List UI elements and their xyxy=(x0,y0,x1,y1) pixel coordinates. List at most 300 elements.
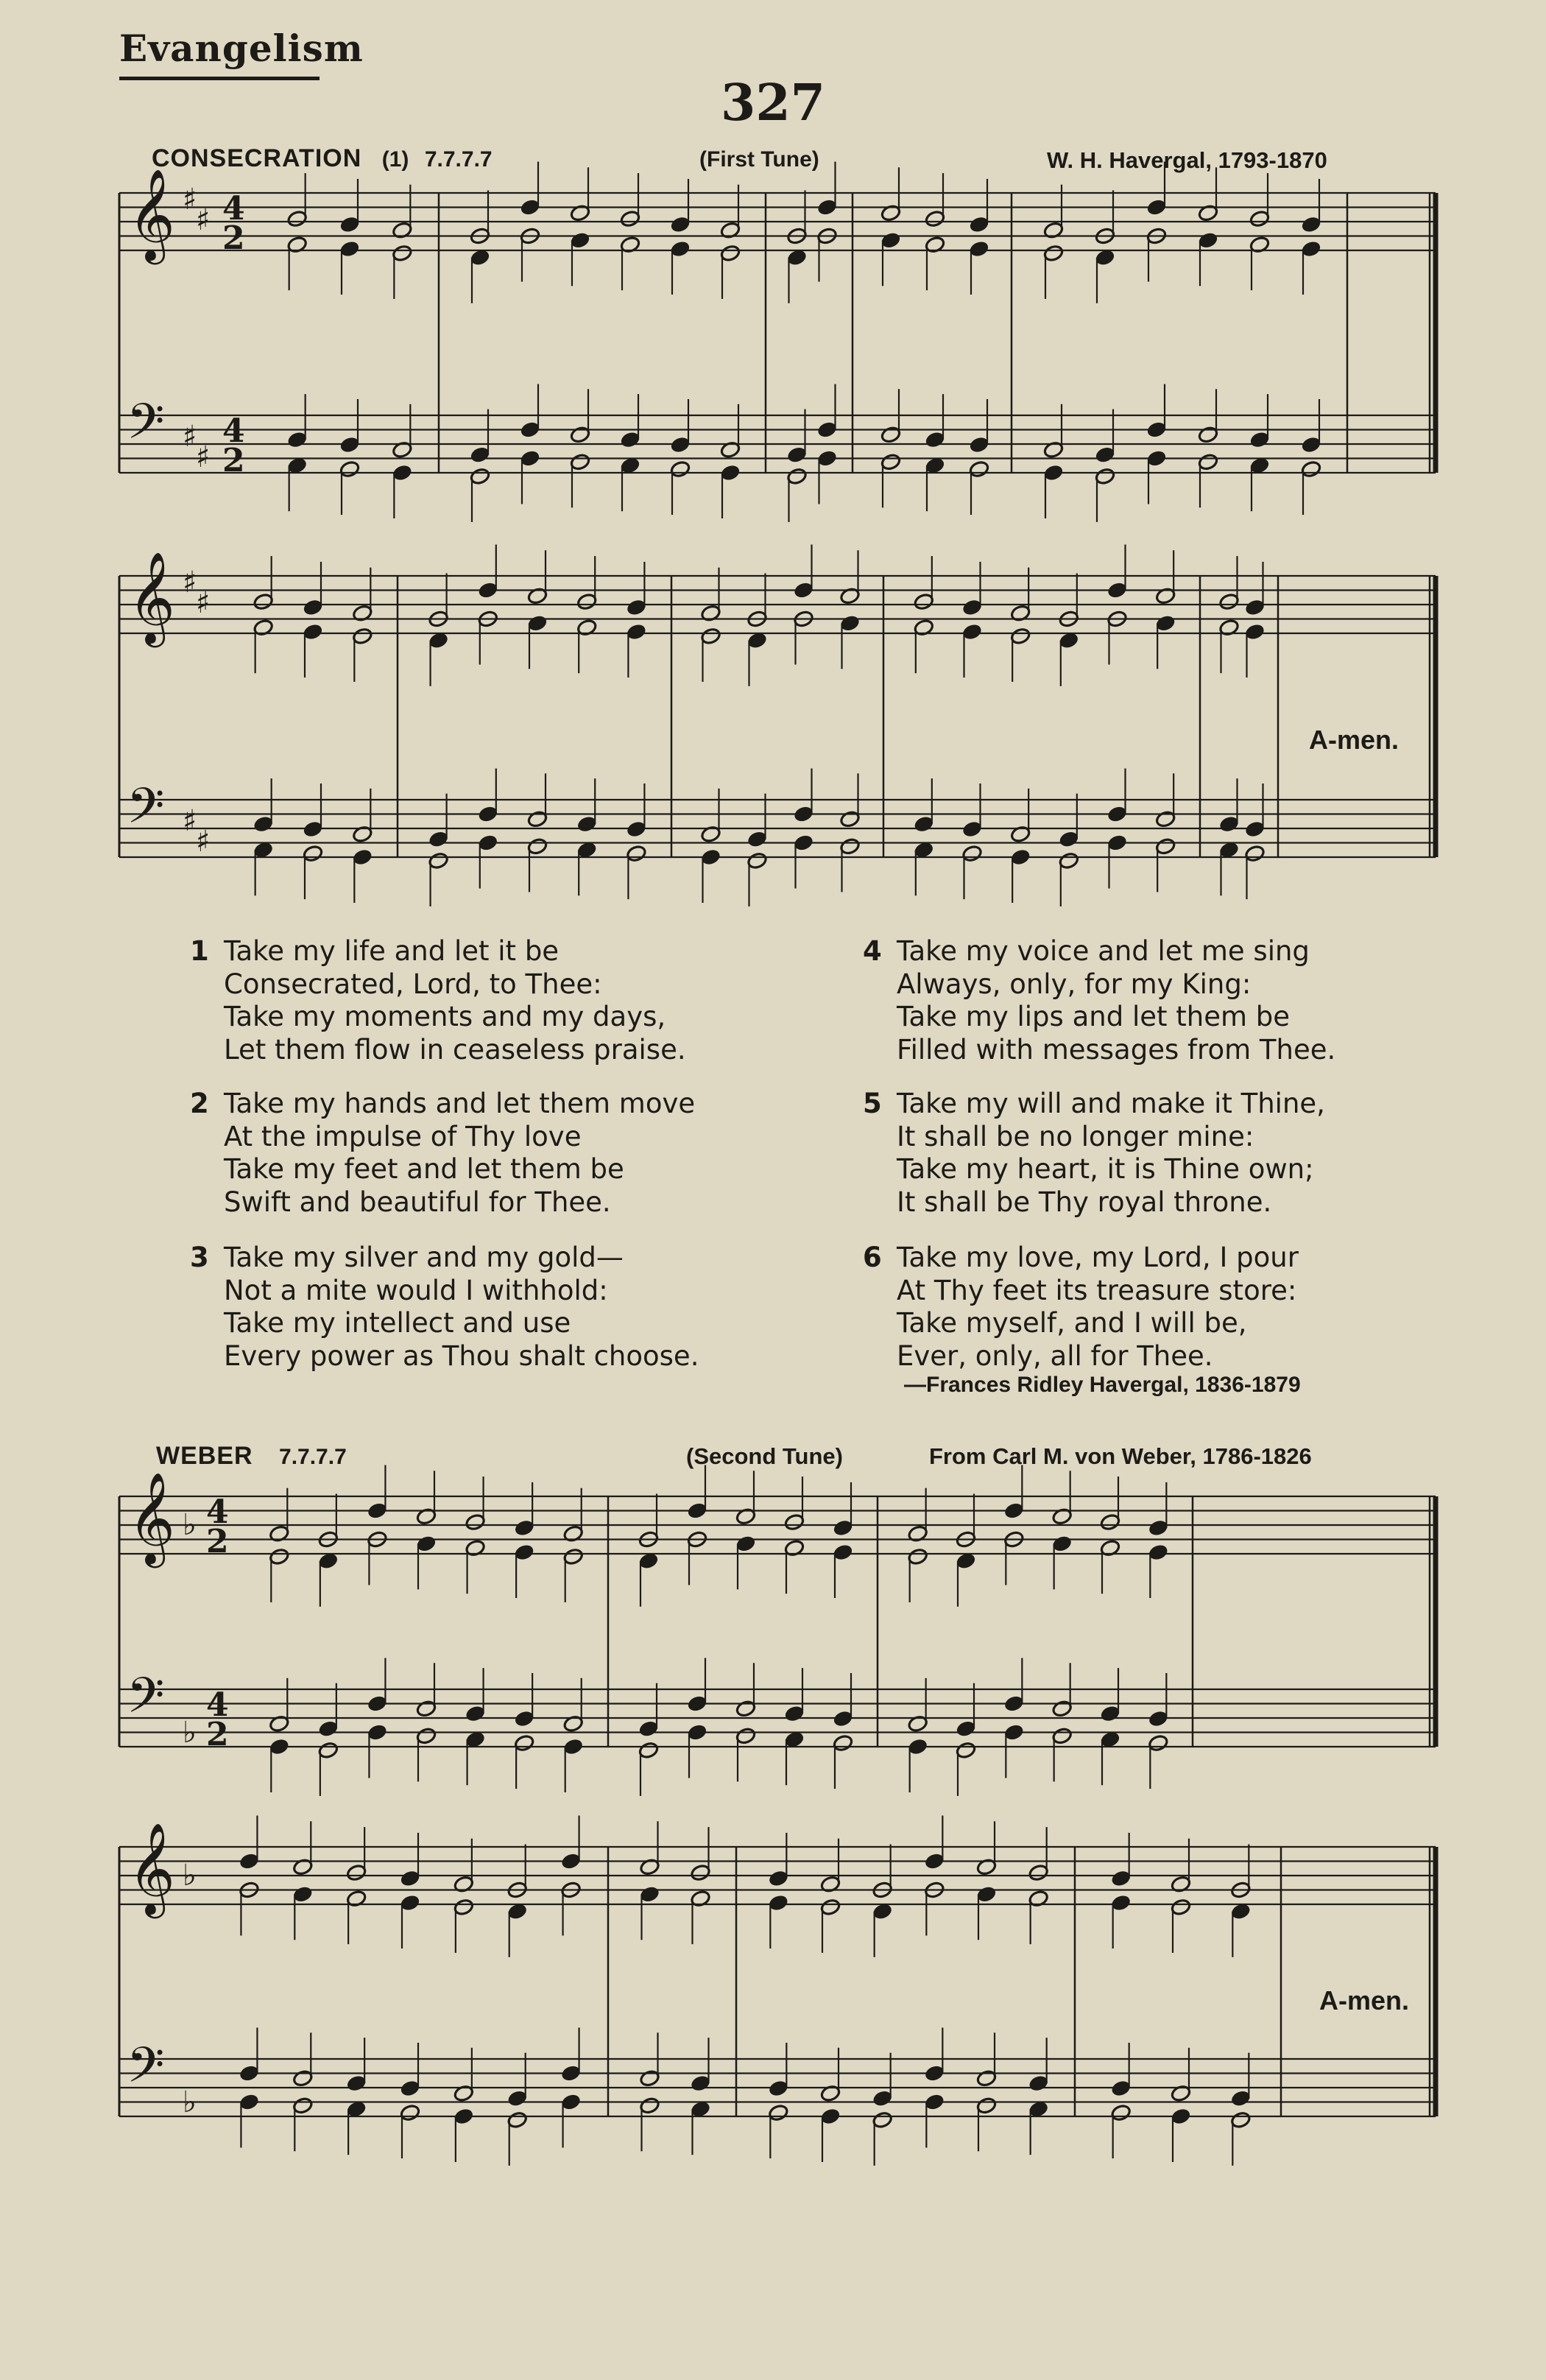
tune-1-system-2-tenor-note xyxy=(1010,825,1031,843)
tune-1-system-2-soprano-note xyxy=(793,581,814,599)
tune-2-system-1-soprano-note xyxy=(735,1507,757,1526)
verse-1-number: 1 xyxy=(190,935,209,967)
tune-2-name: WEBER xyxy=(156,1442,253,1470)
tune-1-system-1-tenor-note xyxy=(1146,420,1168,439)
tune-1-system-1-tenor-note xyxy=(670,436,691,454)
tune-1-system-2-alto-note xyxy=(253,619,274,637)
tune-1-system-2-alto-note xyxy=(626,623,647,641)
tune-2-system-2-soprano-note xyxy=(1230,1881,1252,1899)
tune-1-system-2-soprano-note xyxy=(746,610,768,628)
tune-1-system-2-key-signature: ♯ xyxy=(183,804,197,838)
tune-1-system-2-alto-note xyxy=(1106,610,1128,628)
tune-1-system-2-alto-note xyxy=(914,619,935,637)
tune-2-system-2-alto-note xyxy=(976,1885,998,1904)
tune-1-system-2-tenor-note xyxy=(428,830,449,848)
tune-1-system-2-tenor-note xyxy=(253,815,274,834)
tune-2-system-1-soprano-note xyxy=(1003,1501,1025,1520)
tune-2-system-1-bass-note xyxy=(784,1731,805,1749)
tune-1-system-2-soprano-note xyxy=(1155,587,1176,605)
tune-1-system-2-soprano-note xyxy=(428,610,449,628)
verse-3-number: 3 xyxy=(190,1242,209,1273)
tune-2-system-1-tenor-note xyxy=(638,1719,660,1738)
tune-2-system-2-soprano-note xyxy=(560,1852,582,1870)
tune-2-system-2-key-signature: ♭ xyxy=(183,2085,197,2119)
tune-1-system-2-treble-clef: 𝄞 xyxy=(128,552,175,644)
text-author: —Frances Ridley Havergal, 1836-1879 xyxy=(904,1373,1301,1397)
tune-1-system-1-soprano-note xyxy=(1301,216,1322,234)
tune-1-system-2-bass-note xyxy=(626,845,647,863)
tune-1-system-1-alto-note xyxy=(880,231,902,250)
tune-1-system-2-alto-note xyxy=(527,614,548,633)
tune-1-system-1-alto-note xyxy=(925,236,946,254)
tune-1-system-1-bass-note xyxy=(1095,467,1116,485)
tune-1-system-1-alto-note xyxy=(969,240,990,258)
tune-1-system-2-tenor-note xyxy=(477,805,498,823)
tune-2-system-1-soprano-note xyxy=(1100,1513,1121,1532)
tune-1-system-1-bass-note xyxy=(925,457,946,475)
tune-2-system-1-bass-note xyxy=(1051,1727,1073,1745)
tune-2-system-1-tenor-note xyxy=(1148,1710,1169,1728)
verse-line: Take my silver and my gold— xyxy=(224,1242,624,1273)
tune-2-system-2-bass-note xyxy=(639,2096,660,2115)
tune-1-system-2-tenor-note xyxy=(700,825,721,843)
tune-2-system-1-time-signature-bass-top: 4 xyxy=(206,1686,229,1724)
verse-line: Every power as Thou shalt choose. xyxy=(224,1339,699,1372)
tune-1-system-1-time-signature-bass-bottom: 2 xyxy=(222,442,245,479)
tune-2-header xyxy=(156,1442,347,1471)
tune-2-system-2-soprano-note xyxy=(292,1858,314,1876)
tune-2-system-2-treble-clef: 𝄞 xyxy=(128,1823,175,1915)
tune-2-system-1-soprano-note xyxy=(416,1507,437,1526)
tune-1-system-1-tenor-note xyxy=(880,426,902,444)
tune-1-system-2-bass-note xyxy=(1244,845,1266,863)
tune-1-system-2-bass-note xyxy=(1010,848,1031,867)
tune-1-system-2-bass-note xyxy=(303,845,324,863)
tune-2-system-2-soprano-note xyxy=(400,1870,421,1888)
tune-2-system-2-tenor-note xyxy=(924,2064,945,2082)
tune-1-system-2-alto-note xyxy=(839,614,861,633)
tune-2-system-1-alto-note xyxy=(465,1539,486,1557)
tune-2-system-1-tenor-note xyxy=(956,1719,977,1738)
tune-2-system-2-tenor-note xyxy=(1028,2074,1049,2093)
tune-2-system-2-soprano-note xyxy=(1110,1870,1132,1888)
tune-1-system-2-bass-note xyxy=(477,834,498,852)
tune-2-system-1-bass-note xyxy=(269,1738,290,1756)
tune-2-system-2-bass-note xyxy=(976,2096,998,2115)
tune-1-system-2-bass-note xyxy=(746,851,768,870)
tune-2-system-2-tenor-note xyxy=(560,2064,582,2082)
tune-1-system-1-soprano-note xyxy=(620,210,641,228)
tune-2-system-1-alto-note xyxy=(1148,1543,1169,1562)
verse-line: Take my life and let it be xyxy=(224,935,560,967)
tune-2-system-2-tenor-note xyxy=(453,2084,475,2102)
tune-2-system-2-soprano-note xyxy=(346,1864,367,1882)
tune-1-system-1-alto-note xyxy=(392,244,413,263)
tune-1-system-1-tenor-note xyxy=(520,420,541,439)
tune-1-system-1-time-signature-bass-top: 4 xyxy=(222,412,245,450)
tune-2-system-1-time-signature-treble-top: 4 xyxy=(206,1493,229,1531)
tune-1-system-1-alto-note xyxy=(786,248,808,267)
tune-1-system-1-soprano-note xyxy=(1249,210,1271,228)
tune-1-system-2-bass-note xyxy=(1106,834,1128,852)
tune-2-system-2-bass-note xyxy=(1028,2100,1049,2119)
tune-1-system-1-soprano-note xyxy=(1043,221,1065,239)
tune-2-system-2-bass-note xyxy=(453,2108,475,2126)
tune-1-system-1-bass-note xyxy=(1198,453,1219,471)
verse-3 xyxy=(190,1242,699,1373)
tune-1-system-1-bass-note xyxy=(880,453,902,471)
tune-1-system-1-bass-note xyxy=(670,460,691,479)
tune-2-system-2-bass-note xyxy=(820,2108,841,2126)
tune-1-system-1-alto-note xyxy=(470,248,491,267)
tune-1-system-1-soprano-note xyxy=(1198,204,1219,222)
tune-2-system-2-alto-note xyxy=(292,1885,314,1904)
tune-2-system-2-alto-note xyxy=(346,1890,367,1908)
tune-1-system-2-alto-note xyxy=(1059,631,1080,649)
tune-1-system-1-alto-note xyxy=(286,236,308,254)
tune-1-system-2-tenor-note xyxy=(839,810,861,828)
tune-1-system-1-tenor-note xyxy=(620,431,641,449)
tune-2-system-1-tenor-note xyxy=(465,1705,486,1723)
tune-1-system-2-soprano-note xyxy=(352,604,373,622)
tune-1-system-2-bass-clef: 𝄢 xyxy=(127,778,165,846)
tune-2-system-1-alto-note xyxy=(1100,1539,1121,1557)
verse-line: Take my heart, it is Thine own; xyxy=(897,1153,1314,1185)
tune-2-system-2-alto-note xyxy=(1171,1898,1192,1917)
tune-2-system-2-key-signature: ♭ xyxy=(183,1859,197,1893)
tune-1-system-2-soprano-note xyxy=(1010,604,1031,622)
tune-2-system-2-soprano-note xyxy=(1171,1875,1192,1893)
tune-1-system-1-tenor-note xyxy=(570,426,591,444)
tune-1-system-1-alto-note xyxy=(1301,240,1322,258)
tune-1-system-2-bass-note xyxy=(961,845,983,863)
tune-1-system-2-soprano-note xyxy=(839,587,861,605)
tune-2-system-2-tenor-note xyxy=(768,2080,789,2098)
tune-2-system-2-bass-note xyxy=(1230,2110,1252,2129)
tune-2-system-2-bass-note xyxy=(239,2093,260,2111)
tune-1-system-1-bass-note xyxy=(1301,460,1322,479)
tune-2-label: (Second Tune) xyxy=(686,1443,843,1469)
tune-1-system-1-alto-note xyxy=(670,240,691,258)
tune-1-system-2-tenor-note xyxy=(303,820,324,839)
tune-2-system-2-alto-note xyxy=(639,1885,660,1904)
tune-1-system-1-time-signature-treble-top: 4 xyxy=(222,190,245,228)
tune-1-system-2-bass-note xyxy=(1218,841,1240,859)
verse-4 xyxy=(863,935,1336,1066)
tune-2-system-2-soprano-note xyxy=(768,1870,789,1888)
tune-2-system-2-alto-note xyxy=(453,1898,475,1917)
tune-2-system-2-soprano-note xyxy=(1028,1864,1049,1882)
tune-2-system-2-tenor-note xyxy=(1110,2080,1132,2098)
tune-2-system-1-bass-note xyxy=(638,1741,660,1759)
verse-line: It shall be no longer mine: xyxy=(897,1120,1254,1152)
tune-1-system-2-alto-note xyxy=(1244,623,1266,641)
tune-2-system-2-soprano-note xyxy=(239,1852,260,1870)
tune-2-system-2-tenor-note xyxy=(820,2084,841,2102)
tune-1-system-2-bass-note xyxy=(914,841,935,859)
tune-1-system-1-tenor-note xyxy=(1249,431,1271,449)
tune-1-system-1-bass-note xyxy=(786,467,808,485)
tune-2-system-1-soprano-note xyxy=(956,1530,977,1549)
tune-1-system-1-soprano-note xyxy=(786,227,808,245)
tune-2-system-2-alto-note xyxy=(560,1881,582,1899)
tune-2-system-2-soprano-note xyxy=(820,1875,841,1893)
tune-2-system-1-bass-note xyxy=(416,1727,437,1745)
verse-line: Let them flow in ceaseless praise. xyxy=(224,1033,686,1066)
tune-2-system-2-tenor-note xyxy=(872,2089,893,2108)
tune-1-system-2-tenor-note xyxy=(626,820,647,839)
tune-2-system-2-bass-note xyxy=(768,2104,789,2122)
tune-1-system-2-bass-note xyxy=(253,841,274,859)
tune-1-system-2-alto-note xyxy=(576,619,598,637)
verse-line: Swift and beautiful for Thee. xyxy=(224,1186,611,1218)
tune-1-system-1-soprano-note xyxy=(1146,198,1168,216)
verse-line: Consecrated, Lord, to Thee: xyxy=(224,968,602,1000)
verse-6 xyxy=(863,1242,1299,1373)
tune-1-system-1-soprano-note xyxy=(880,204,902,222)
tune-1-system-2-bass-note xyxy=(428,851,449,870)
tune-2-system-1-soprano-note xyxy=(638,1530,660,1549)
tune-1-system-1-tenor-note xyxy=(1043,440,1065,459)
tune-1-header xyxy=(152,144,493,173)
tune-1-label: (First Tune) xyxy=(699,147,819,172)
tune-1-system-1-soprano-note xyxy=(520,198,541,216)
hymn-number: 327 xyxy=(721,74,825,133)
tune-2-system-2-bass-note xyxy=(924,2093,945,2111)
tune-1-system-2-tenor-note xyxy=(1106,805,1128,823)
tune-2-system-2-tenor-note xyxy=(400,2080,421,2098)
tune-2-system-1-bass-note xyxy=(687,1723,708,1742)
tune-1-system-2-soprano-note xyxy=(1106,581,1128,599)
tune-2-system-2-tenor-note xyxy=(1171,2084,1192,2102)
tune-1-system-2-tenor-note xyxy=(576,815,598,834)
tune-1-system-2-soprano-note xyxy=(1059,610,1080,628)
tune-2-system-1-tenor-note xyxy=(416,1700,437,1718)
tune-2-system-1-alto-note xyxy=(1003,1530,1025,1549)
tune-2-system-1-soprano-note xyxy=(833,1519,854,1538)
tune-1-system-1-tenor-note xyxy=(1198,426,1219,444)
tune-2-system-2-alto-note xyxy=(1110,1894,1132,1912)
tune-1-system-2-alto-note xyxy=(746,631,768,649)
tune-1-system-2-soprano-note xyxy=(1218,593,1240,611)
verse-line: Ever, only, all for Thee. xyxy=(897,1339,1213,1372)
tune-2-system-2-bass-note xyxy=(292,2096,314,2115)
tune-2-system-1-treble-clef: 𝄞 xyxy=(128,1472,175,1564)
tune-2-system-1-soprano-note xyxy=(465,1513,486,1532)
tune-1-system-1-alto-note xyxy=(1198,231,1219,250)
tune-2-system-2-bass-clef: 𝄢 xyxy=(127,2037,165,2105)
tune-2-system-1-soprano-note xyxy=(784,1513,805,1532)
tune-1-system-1-soprano-note xyxy=(925,210,946,228)
tune-1-system-2-tenor-note xyxy=(1244,820,1266,839)
tune-2-system-1-tenor-note xyxy=(269,1714,290,1733)
tune-2-system-1-alto-note xyxy=(784,1539,805,1557)
tune-2-system-2-bass-note xyxy=(346,2100,367,2119)
verse-line: Take my love, my Lord, I pour xyxy=(897,1242,1299,1273)
tune-1-system-1-soprano-note xyxy=(570,204,591,222)
tune-2-system-2-alto-note xyxy=(400,1894,421,1912)
tune-2-system-1-soprano-note xyxy=(562,1524,584,1543)
tune-1-system-1-bass-note xyxy=(470,467,491,485)
tune-1-system-2-bass-note xyxy=(1059,851,1080,870)
tune-1-system-1-soprano-note xyxy=(816,198,838,216)
tune-1-system-2-tenor-note xyxy=(914,815,935,834)
tune-2-system-1-bass-note xyxy=(318,1741,339,1759)
tune-1-system-2-soprano-note xyxy=(914,593,935,611)
tune-2-system-1-soprano-note xyxy=(318,1530,339,1549)
tune-2-system-1-key-signature: ♭ xyxy=(183,1508,197,1542)
tune-1-system-1-bass-note xyxy=(1249,457,1271,475)
tune-2-system-2-alto-note xyxy=(239,1881,260,1899)
tune-1-system-2-tenor-note xyxy=(352,825,373,843)
tune-1-amen: A-men. xyxy=(1309,725,1399,755)
tune-2-system-2-soprano-note xyxy=(690,1864,711,1882)
tune-2-composer: From Carl M. von Weber, 1786-1826 xyxy=(929,1443,1312,1469)
tune-2-system-2-tenor-note xyxy=(1230,2089,1252,2108)
tune-1-system-1-tenor-note xyxy=(470,446,491,464)
tune-1-system-1-soprano-note xyxy=(720,221,741,239)
verse-line: Take my lips and let them be xyxy=(897,1001,1291,1032)
tune-2-system-1-alto-note xyxy=(735,1535,757,1553)
tune-1-system-2-tenor-note xyxy=(746,830,768,848)
tune-1-system-2-alto-note xyxy=(961,623,983,641)
tune-1-system-1-bass-note xyxy=(816,449,838,468)
tune-2-system-1-alto-note xyxy=(514,1543,535,1562)
tune-1-system-1-soprano-note xyxy=(392,221,413,239)
tune-2-system-2-bass-note xyxy=(690,2100,711,2119)
tune-1-system-1-key-signature: ♯ xyxy=(183,420,197,454)
verse-line: Take my intellect and use xyxy=(224,1307,571,1339)
tune-1-system-2-soprano-note xyxy=(576,593,598,611)
tune-1-system-2-bass-note xyxy=(352,848,373,867)
tune-2-system-1-soprano-note xyxy=(687,1501,708,1520)
tune-1-system-1-alto-note xyxy=(816,227,838,245)
tune-1-system-2-alto-note xyxy=(1010,627,1031,646)
tune-1-system-1-alto-note xyxy=(1249,236,1271,254)
tune-2-system-2-tenor-note xyxy=(239,2064,260,2082)
tune-2-system-1-soprano-note xyxy=(1051,1507,1073,1526)
tune-2-system-1-tenor-note xyxy=(1003,1694,1025,1713)
tune-1-system-1-alto-note xyxy=(1095,248,1116,267)
tune-2-system-2-bass-note xyxy=(400,2104,421,2122)
verse-line: Always, only, for my King: xyxy=(897,968,1252,1000)
tune-1-system-1-bass-note xyxy=(392,464,413,482)
verse-line: Take myself, and I will be, xyxy=(897,1307,1247,1339)
tune-2-system-1-bass-clef: 𝄢 xyxy=(127,1667,165,1736)
verse-5-number: 5 xyxy=(863,1088,882,1119)
tune-1-system-2-soprano-note xyxy=(700,604,721,622)
tune-1-system-1-key-signature: ♯ xyxy=(196,440,211,474)
tune-1-system-2-soprano-note xyxy=(961,599,983,617)
tune-1-system-1-tenor-note xyxy=(1301,436,1322,454)
tune-1-system-2-soprano-note xyxy=(477,581,498,599)
tune-1-system-1-alto-note xyxy=(1043,244,1065,263)
tune-1-system-1-tenor-note xyxy=(969,436,990,454)
tune-2-system-2-alto-note xyxy=(872,1902,893,1920)
tune-2-system-1-alto-note xyxy=(907,1548,928,1566)
tune-1-system-2-alto-note xyxy=(700,627,721,646)
tune-2-system-2-alto-note xyxy=(1230,1902,1252,1920)
tune-2-system-1-alto-note xyxy=(318,1552,339,1570)
tune-2-system-1-alto-note xyxy=(833,1543,854,1562)
tune-2-system-2-soprano-note xyxy=(453,1875,475,1893)
tune-2-system-2-tenor-note xyxy=(690,2074,711,2093)
tune-2-system-1-bass-note xyxy=(956,1741,977,1759)
verse-line: Take my hands and let them move xyxy=(224,1088,696,1119)
tune-1-system-1-soprano-note xyxy=(670,216,691,234)
tune-1-system-2-bass-note xyxy=(1155,837,1176,856)
tune-2-system-1-tenor-note xyxy=(907,1714,928,1733)
tune-2-system-2-tenor-note xyxy=(506,2089,528,2108)
tune-1-system-1-time-signature-treble-bottom: 2 xyxy=(222,219,245,257)
verse-2 xyxy=(190,1088,696,1219)
tune-2-system-2-tenor-note xyxy=(639,2069,660,2088)
tune-1-system-1-tenor-note xyxy=(925,431,946,449)
tune-2-system-1-bass-note xyxy=(367,1723,388,1742)
tune-1-system-2-alto-note xyxy=(1155,614,1176,633)
tune-2-system-1-alto-note xyxy=(687,1530,708,1549)
tune-1-system-1-bass-note xyxy=(720,464,741,482)
tune-1-variant: (1) xyxy=(381,147,409,172)
tune-1-system-1-tenor-note xyxy=(816,420,838,439)
tune-1-system-1-bass-note xyxy=(620,457,641,475)
tune-2-system-2-soprano-note xyxy=(872,1881,893,1899)
tune-2-system-1-bass-note xyxy=(1148,1734,1169,1753)
tune-2-system-1-alto-note xyxy=(416,1535,437,1553)
tune-1-system-2-soprano-note xyxy=(253,593,274,611)
tune-2-system-1-tenor-note xyxy=(562,1714,584,1733)
tune-1-system-1-tenor-note xyxy=(286,431,308,449)
tune-2-system-1-tenor-note xyxy=(784,1705,805,1723)
tune-1-system-1-alto-note xyxy=(620,236,641,254)
tune-1-system-1-tenor-note xyxy=(1095,446,1116,464)
tune-1-system-1-soprano-note xyxy=(286,210,308,228)
tune-1-name: CONSECRATION xyxy=(152,144,362,172)
tune-2-system-1-bass-note xyxy=(735,1727,757,1745)
tune-2-system-1-alto-note xyxy=(269,1548,290,1566)
tune-2-system-2-bass-note xyxy=(506,2110,528,2129)
tune-1-system-2-alto-note xyxy=(303,623,324,641)
tune-2-system-2-alto-note xyxy=(506,1902,528,1920)
tune-1-system-1-soprano-note xyxy=(339,216,361,234)
tune-1-system-2-tenor-note xyxy=(1059,830,1080,848)
tune-2-system-1-alto-note xyxy=(638,1552,660,1570)
tune-2-system-2-alto-note xyxy=(768,1894,789,1912)
tune-2-system-2-alto-note xyxy=(690,1890,711,1908)
tune-2-system-2-alto-note xyxy=(924,1881,945,1899)
tune-1-system-2-alto-note xyxy=(428,631,449,649)
verse-line: Take my voice and let me sing xyxy=(897,935,1310,967)
tune-2-system-1-bass-note xyxy=(907,1738,928,1756)
tune-1-system-2-tenor-note xyxy=(961,820,983,839)
section-title: Evangelism xyxy=(119,27,364,70)
tune-1-system-2-soprano-note xyxy=(626,599,647,617)
tune-2-system-2-bass-note xyxy=(560,2093,582,2111)
tune-2-system-1-bass-note xyxy=(1003,1723,1025,1742)
tune-1-system-1-tenor-note xyxy=(339,436,361,454)
tune-1-system-1-bass-note xyxy=(1043,464,1065,482)
tune-1-system-2-tenor-note xyxy=(1218,815,1240,834)
tune-1-system-1-alto-note xyxy=(720,244,741,263)
tune-1-system-2-alto-note xyxy=(1218,619,1240,637)
verse-5 xyxy=(863,1088,1325,1219)
tune-2-system-2-bass-note xyxy=(1171,2108,1192,2126)
tune-1-system-2-tenor-note xyxy=(793,805,814,823)
verse-6-number: 6 xyxy=(863,1242,882,1273)
tune-2-system-2-tenor-note xyxy=(292,2069,314,2088)
verse-2-number: 2 xyxy=(190,1088,209,1119)
tune-1-meter: 7.7.7.7 xyxy=(424,147,493,172)
